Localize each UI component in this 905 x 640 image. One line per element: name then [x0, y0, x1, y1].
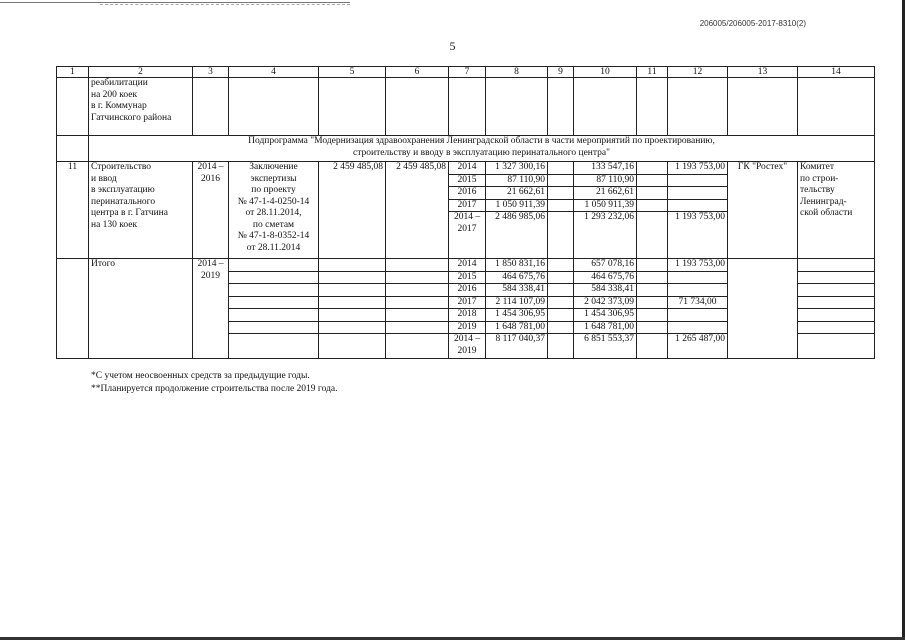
total-cell: 21 662,61	[486, 187, 548, 200]
col-header: 4	[229, 67, 319, 78]
expertise-documents: Заключение экспертизы по проекту № 47-1-4-0250-14 от 28.11.2014, по сметам № 47-1-8-0352-14 от 28.11.2014	[229, 162, 319, 259]
total-cell: 2 114 107,09	[486, 296, 548, 309]
customer: ГК "Ростех"	[728, 162, 798, 259]
total-cell: 1 850 831,16	[486, 259, 548, 272]
total-cell: 1 454 306,95	[486, 309, 548, 322]
total-cell: 8 117 040,37	[486, 334, 548, 359]
year-range-cell: 2014 – 2019	[449, 334, 486, 359]
remaining-cost: 2 459 485,08	[386, 162, 449, 259]
year-cell: 2019	[449, 321, 486, 334]
col-header: 2	[89, 67, 193, 78]
other-sources-cell: 1 265 487,00	[668, 334, 728, 359]
year-cell: 2017	[449, 296, 486, 309]
col-header: 9	[548, 67, 574, 78]
other-sources-cell: 1 193 753,00	[668, 212, 728, 259]
regional-budget-cell: 1 293 232,06	[574, 212, 637, 259]
total-row	[57, 259, 875, 272]
footnote: *С учетом неосвоенных средств за предыдущие годы.	[91, 371, 310, 381]
object-name: реабилитации на 200 коек в г. Коммунар Гатчинского района	[89, 78, 193, 136]
scan-artifact-top	[0, 0, 905, 6]
total-cell: 1 327 300,16	[486, 162, 548, 175]
regional-budget-cell: 133 547,16	[574, 162, 637, 175]
year-cell: 2014	[449, 259, 486, 272]
total-label: Итого	[89, 259, 193, 359]
col-header: 7	[449, 67, 486, 78]
col-header: 11	[637, 67, 668, 78]
total-period: 2014 – 2019	[193, 259, 229, 359]
year-cell: 2015	[449, 174, 486, 187]
total-cell: 464 675,76	[486, 271, 548, 284]
year-cell: 2016	[449, 187, 486, 200]
executor: Комитет по строи- тельству Ленинград- ской области	[798, 162, 875, 259]
page-number: 5	[449, 39, 456, 53]
col-header: 12	[668, 67, 728, 78]
program-table	[56, 66, 875, 359]
subprogram-title: Подпрограмма "Модернизация здравоохранения Ленинградской области в части мероприятий по проектированию, строительству и вводу в эксплуатацию перинатального центра"	[89, 136, 875, 162]
total-cell: 2 486 985,06	[486, 212, 548, 259]
regional-budget-cell: 2 042 373,09	[574, 296, 637, 309]
col-header: 13	[728, 67, 798, 78]
regional-budget-cell: 584 338,41	[574, 284, 637, 297]
object-name: Строительство и ввод в эксплуатацию перинатального центра в г. Гатчина на 130 коек	[89, 162, 193, 259]
row-number: 11	[57, 162, 89, 259]
total-cell: 1 050 911,39	[486, 199, 548, 212]
table-row	[57, 162, 875, 175]
footnote: **Планируется продолжение строительства после 2019 года.	[91, 384, 338, 394]
col-header: 5	[319, 67, 386, 78]
col-header: 6	[386, 67, 449, 78]
other-sources-cell	[668, 309, 728, 322]
other-sources-cell	[668, 187, 728, 200]
col-header: 14	[798, 67, 875, 78]
total-cell: 87 110,90	[486, 174, 548, 187]
regional-budget-cell: 1 454 306,95	[574, 309, 637, 322]
year-cell: 2017	[449, 199, 486, 212]
regional-budget-cell: 1 648 781,00	[574, 321, 637, 334]
col-header: 3	[193, 67, 229, 78]
other-sources-cell	[668, 321, 728, 334]
year-cell: 2018	[449, 309, 486, 322]
subprogram-row	[57, 136, 875, 162]
construction-period: 2014 – 2016	[193, 162, 229, 259]
table-row	[57, 78, 875, 136]
col-header: 10	[574, 67, 637, 78]
regional-budget-cell: 464 675,76	[574, 271, 637, 284]
regional-budget-cell: 6 851 553,37	[574, 334, 637, 359]
regional-budget-cell: 657 078,16	[574, 259, 637, 272]
regional-budget-cell: 1 050 911,39	[574, 199, 637, 212]
year-cell: 2014	[449, 162, 486, 175]
year-range-cell: 2014 – 2017	[449, 212, 486, 259]
document-id: 206005/206005-2017-8310(2)	[699, 19, 806, 28]
other-sources-cell: 1 193 753,00	[668, 162, 728, 175]
regional-budget-cell: 87 110,90	[574, 174, 637, 187]
year-cell: 2016	[449, 284, 486, 297]
footnotes	[91, 370, 338, 396]
other-sources-cell: 1 193 753,00	[668, 259, 728, 272]
other-sources-cell	[668, 271, 728, 284]
col-header: 8	[486, 67, 548, 78]
total-cell: 1 648 781,00	[486, 321, 548, 334]
other-sources-cell	[668, 284, 728, 297]
other-sources-cell: 71 734,00	[668, 296, 728, 309]
year-cell: 2015	[449, 271, 486, 284]
other-sources-cell	[668, 174, 728, 187]
estimated-cost: 2 459 485,08	[319, 162, 386, 259]
column-number-row	[57, 67, 875, 78]
total-cell: 584 338,41	[486, 284, 548, 297]
regional-budget-cell: 21 662,61	[574, 187, 637, 200]
other-sources-cell	[668, 199, 728, 212]
col-header: 1	[57, 67, 89, 78]
